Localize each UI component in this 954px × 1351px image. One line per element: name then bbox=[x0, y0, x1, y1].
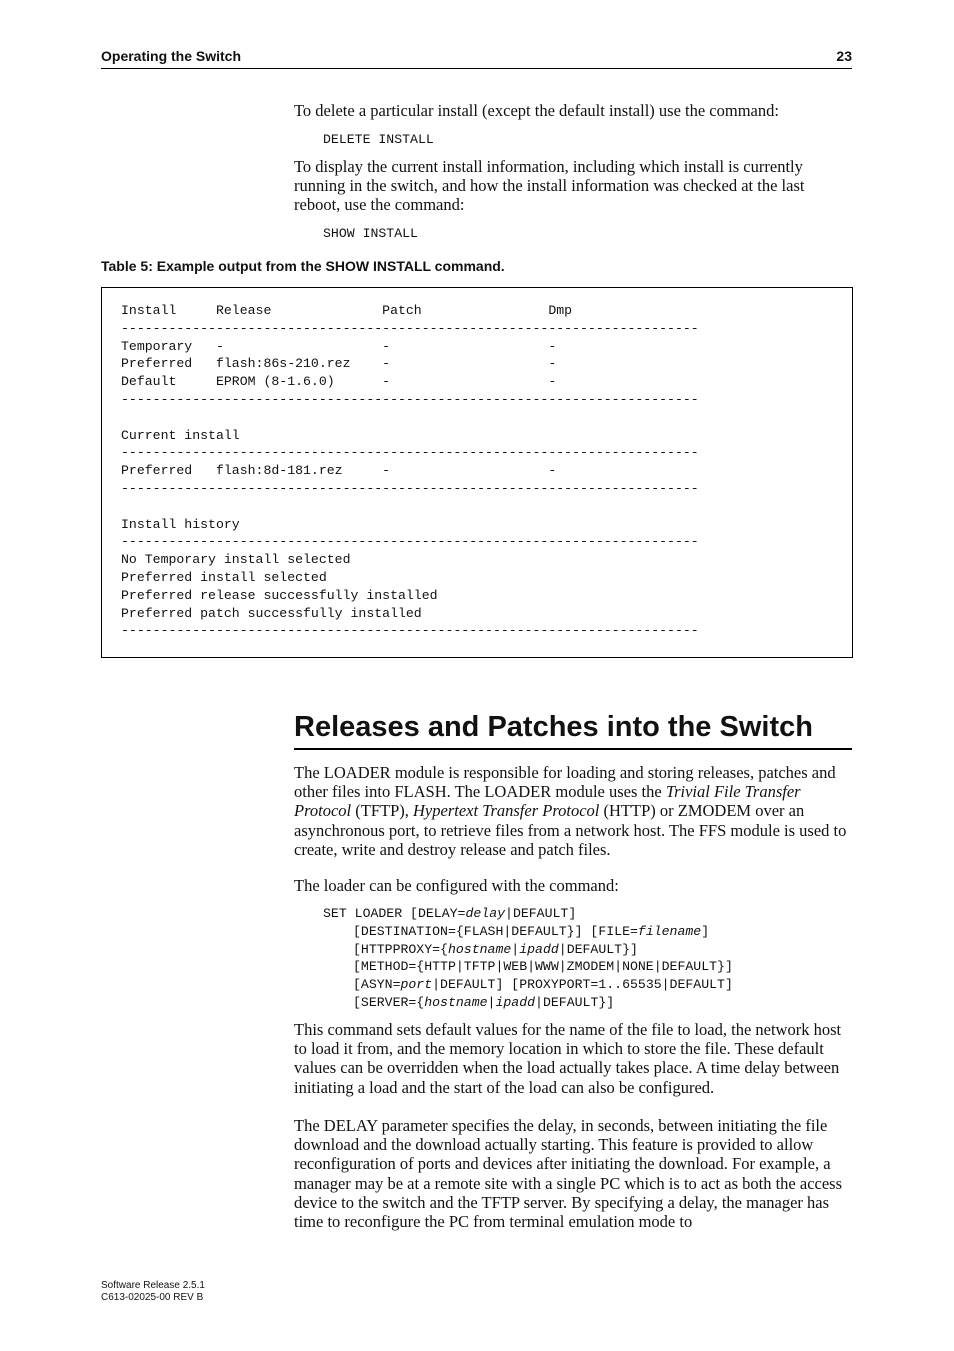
header-page-number: 23 bbox=[836, 48, 852, 64]
delay-parameter-text: The DELAY parameter specifies the delay, in seconds, between initiating the file download and the download actually starting. This feature is provided to allow reconfiguration of ports and devices after initiating the download. For example, a manager may be at a remote site with a single PC which is to act as both the access device to the switch and the TFTP server. By specifying a delay, the manager has time to reconfigure the PC from terminal emulation mode to bbox=[294, 1116, 843, 1232]
section-heading: Releases and Patches into the Switch bbox=[294, 711, 852, 750]
table-caption: Table 5: Example output from the SHOW INSTALL command. bbox=[101, 258, 505, 274]
syntax-line: [DESTINATION={FLASH|DEFAULT}] [FILE=filename] bbox=[353, 923, 710, 939]
footer-release: Software Release 2.5.1 bbox=[101, 1280, 205, 1291]
delete-install-command: DELETE INSTALL bbox=[323, 132, 434, 147]
command-defaults-text: This command sets default values for the name of the file to load, the network host to load it from, and the memory location in which to store the file. These default values can be overridden when the load actually takes place. A time delay between initiating a load and the start of the load can also be configured. bbox=[294, 1020, 842, 1097]
syntax-line: [HTTPPROXY={hostname|ipadd|DEFAULT}] bbox=[353, 941, 638, 957]
header-section-title: Operating the Switch bbox=[101, 48, 242, 64]
loader-config-text: The loader can be configured with the command: bbox=[294, 876, 619, 895]
syntax-line: [SERVER={hostname|ipadd|DEFAULT}] bbox=[353, 994, 615, 1010]
example-output: Install Release Patch Dmp ------------------------------------------------------------------------- Temporary - - - Preferred flash:86s-210.rez - - Default EPROM (8-1.6.0) - - ------------------------------------------------------------------------- Current install ------------------------------------------------------------------------- Preferred flash:8d-181.rez - - ------------------------------------------------------------------------- Install history ------------------------------------------------------------------------- No Temporary install selected Preferred install selected Preferred release successfully installed Preferred patch successfully installed ------------------------------------------------------------------------- bbox=[121, 303, 699, 639]
show-install-text: To display the current install information, including which install is currently running in the switch, and how the install information was checked at the last reboot, use the command: bbox=[294, 157, 805, 215]
syntax-line: [METHOD={HTTP|TFTP|WEB|WWW|ZMODEM|NONE|DEFAULT}] bbox=[353, 959, 733, 975]
page-header bbox=[101, 48, 852, 69]
example-output-box bbox=[101, 287, 853, 658]
syntax-line: [ASYN=port|DEFAULT] [PROXYPORT=1..65535|DEFAULT] bbox=[353, 977, 733, 993]
show-install-command: SHOW INSTALL bbox=[323, 226, 418, 241]
syntax-line: SET LOADER [DELAY=delay|DEFAULT] bbox=[323, 906, 577, 921]
set-loader-syntax bbox=[323, 905, 733, 1012]
loader-description: The LOADER module is responsible for loading and storing releases, patches and other files into FLASH. The LOADER module uses the Trivial File Transfer Protocol (TFTP), Hypertext Transfer Protocol (HTTP) or ZMODEM over an asynchronous port, to retrieve files from a network host. The FFS module is used to create, write and destroy release and patch files. bbox=[294, 763, 847, 859]
page-footer bbox=[101, 1280, 205, 1304]
footer-doc-number: C613-02025-00 REV B bbox=[101, 1292, 204, 1303]
delete-install-text: To delete a particular install (except the default install) use the command: bbox=[294, 101, 779, 120]
